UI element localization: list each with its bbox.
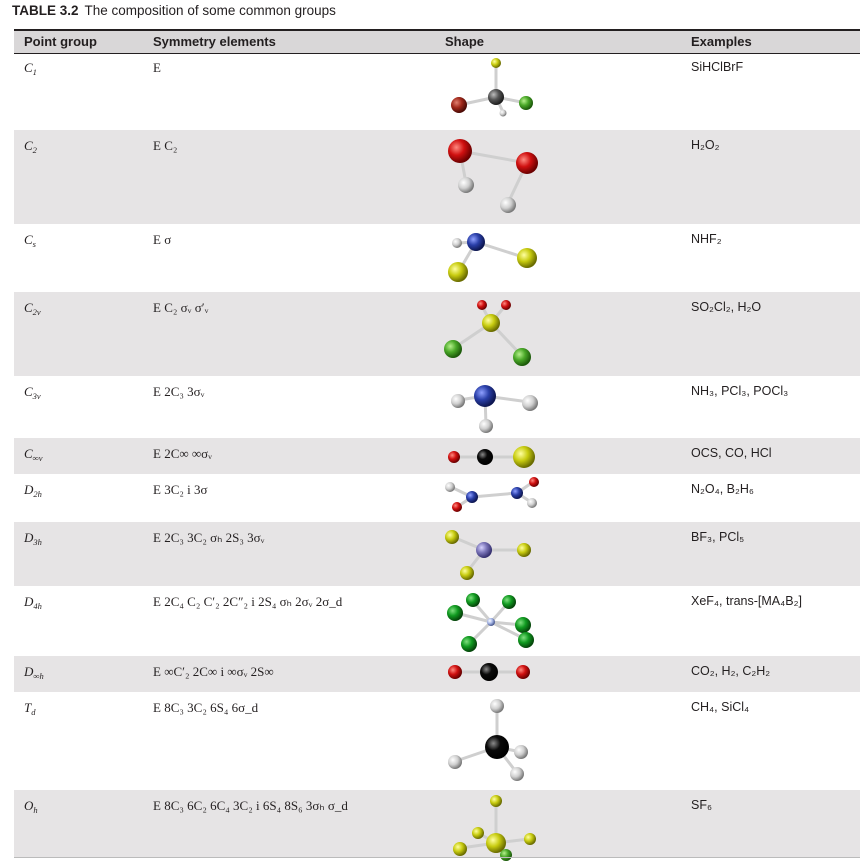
- header-shape: Shape: [445, 34, 485, 49]
- examples: NHF₂: [691, 232, 722, 246]
- examples: SO₂Cl₂, H₂O: [691, 300, 762, 314]
- point-group: $C_1$: [24, 60, 37, 77]
- point-group: $C_2$: [24, 138, 37, 155]
- symmetry-elements: E C₂ σᵥ σ′ᵥ: [153, 300, 209, 315]
- point-group: $D_{2h}$: [24, 482, 42, 499]
- symmetry-elements: E: [153, 60, 161, 75]
- symmetry-elements: E 2C₃ 3C₂ σₕ 2S₃ 3σᵥ: [153, 530, 265, 545]
- examples: SF₆: [691, 798, 713, 812]
- examples: XeF₄, trans-[MA₄B₂]: [691, 594, 802, 608]
- point-group: $T_d$: [24, 700, 36, 717]
- examples: BF₃, PCl₅: [691, 530, 745, 544]
- symmetry-elements: E σ: [153, 232, 172, 247]
- symmetry-elements: E 8C₃ 6C₂ 6C₄ 3C₂ i 6S₄ 8S₆ 3σₕ σ_d: [153, 798, 348, 813]
- point-group: $C_s$: [24, 232, 36, 249]
- examples: H₂O₂: [691, 138, 720, 152]
- point-group: $D_{\infty h}$: [24, 664, 44, 681]
- symmetry-elements: E 3C₂ i 3σ: [153, 482, 208, 497]
- symmetry-elements: E 2C₄ C₂ C′₂ 2C″₂ i 2S₄ σₕ 2σᵥ 2σ_d: [153, 594, 343, 609]
- point-group: $C_{3v}$: [24, 384, 41, 401]
- point-group: $C_{2v}$: [24, 300, 41, 317]
- symmetry-elements: E 2C∞ ∞σᵥ: [153, 446, 212, 461]
- examples: CH₄, SiCl₄: [691, 700, 750, 714]
- point-group: $D_{4h}$: [24, 594, 42, 611]
- header-examples: Examples: [691, 34, 752, 49]
- examples: CO₂, H₂, C₂H₂: [691, 664, 771, 678]
- point-group: $O_h$: [24, 798, 38, 815]
- symmetry-elements: E C₂: [153, 138, 178, 153]
- symmetry-elements: E ∞C′₂ 2C∞ i ∞σᵥ 2S∞: [153, 664, 274, 679]
- header-point-group: Point group: [24, 34, 97, 49]
- table-bottom-rule: [14, 857, 860, 858]
- point-group: $D_{3h}$: [24, 530, 42, 547]
- table-number: TABLE 3.2: [12, 3, 79, 18]
- examples: SiHClBrF: [691, 60, 744, 74]
- table-title: The composition of some common groups: [84, 3, 336, 18]
- examples: N₂O₄, B₂H₆: [691, 482, 754, 496]
- header-symmetry-elements: Symmetry elements: [153, 34, 276, 49]
- symmetry-elements: E 8C₃ 3C₂ 6S₄ 6σ_d: [153, 700, 259, 715]
- point-group: $C_{\infty v}$: [24, 446, 43, 463]
- symmetry-elements: E 2C₃ 3σᵥ: [153, 384, 205, 399]
- examples: NH₃, PCl₃, POCl₃: [691, 384, 789, 398]
- examples: OCS, CO, HCl: [691, 446, 772, 460]
